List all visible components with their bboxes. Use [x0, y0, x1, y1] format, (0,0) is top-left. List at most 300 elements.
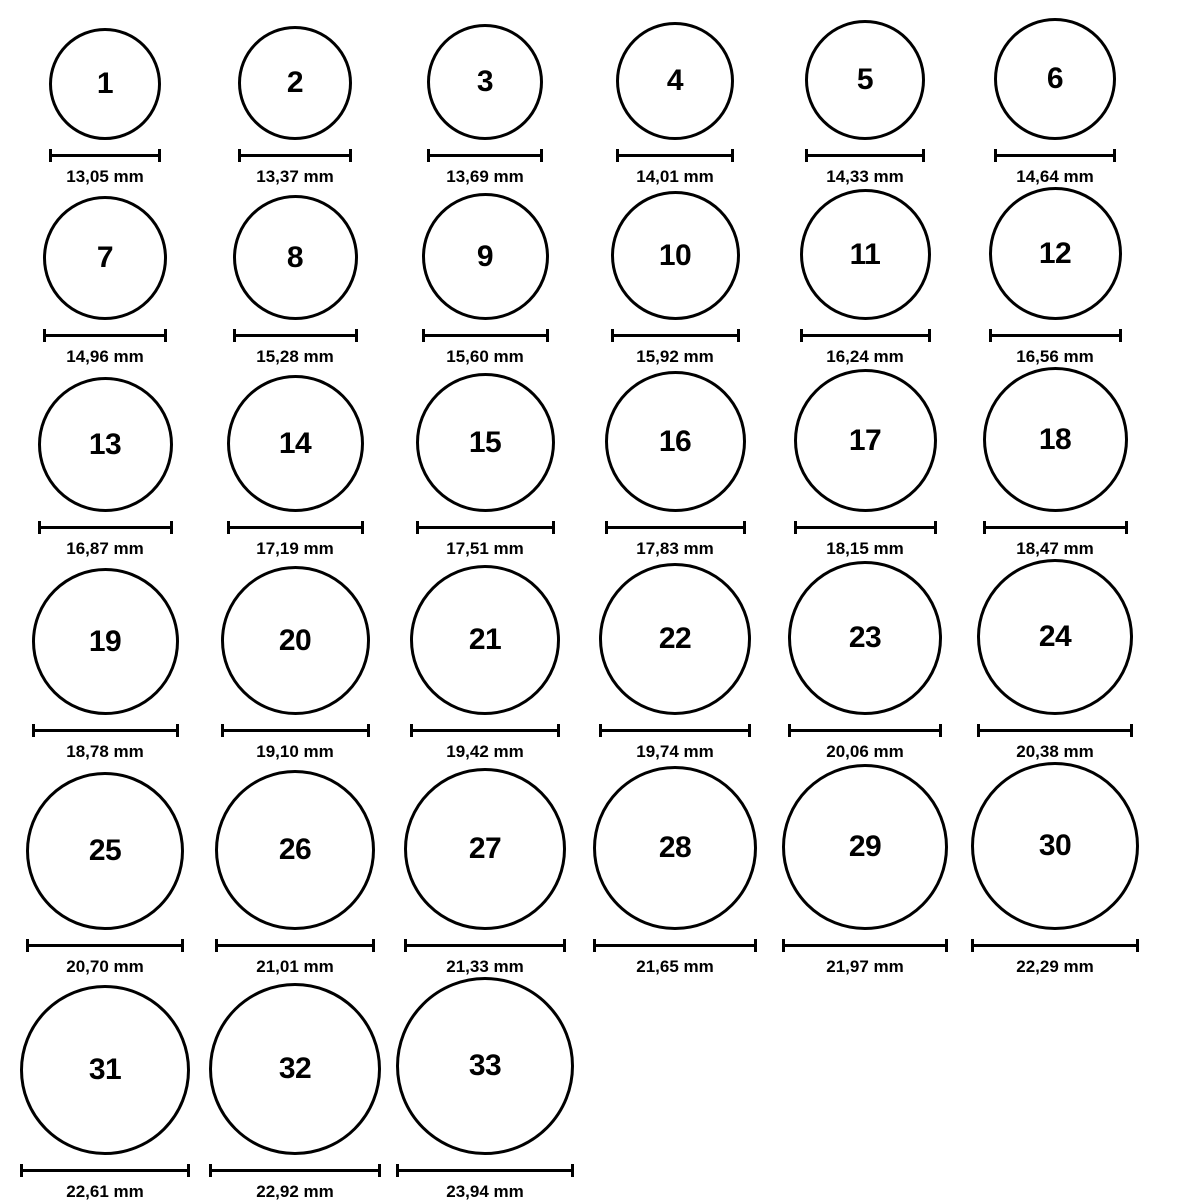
diameter-measure-bar — [977, 724, 1133, 736]
ring-circle[interactable] — [38, 377, 173, 512]
diameter-label: 19,10 mm — [256, 742, 334, 761]
measure-line — [32, 729, 179, 732]
measure-cap-right — [1125, 521, 1128, 534]
measure-line — [26, 944, 184, 947]
diameter-label: 18,15 mm — [826, 539, 904, 558]
ring-size-cell[interactable] — [10, 985, 200, 1202]
measure-cap-right — [1113, 149, 1116, 162]
measure-cap-left — [410, 724, 413, 737]
diameter-label: 23,94 mm — [446, 1182, 524, 1201]
diameter-label: 16,87 mm — [66, 539, 144, 558]
measure-line — [605, 526, 746, 529]
ring-size-cell[interactable] — [10, 568, 200, 762]
ring-circle-wrap — [983, 367, 1128, 512]
ring-size-number: 14 — [278, 426, 312, 460]
ring-size-number: 18 — [1038, 422, 1072, 456]
ring-circle[interactable] — [427, 24, 543, 140]
measure-cap-left — [977, 724, 980, 737]
measure-line — [800, 334, 931, 337]
measure-cap-right — [546, 329, 549, 342]
ring-circle-wrap — [422, 193, 549, 320]
measure-cap-right — [939, 724, 942, 737]
ring-size-cell[interactable] — [200, 566, 390, 762]
measure-cap-left — [782, 939, 785, 952]
measure-line — [599, 729, 751, 732]
ring-size-number: 24 — [1038, 620, 1072, 653]
ring-circle[interactable] — [32, 568, 179, 715]
ring-circle[interactable] — [422, 193, 549, 320]
diameter-measure-bar — [971, 939, 1139, 951]
diameter-label: 21,65 mm — [636, 957, 714, 976]
ring-circle-wrap — [994, 18, 1116, 140]
measure-line — [238, 154, 352, 157]
measure-cap-left — [994, 149, 997, 162]
ring-size-cell[interactable] — [200, 983, 390, 1202]
measure-cap-left — [611, 329, 614, 342]
diameter-label: 17,83 mm — [636, 539, 714, 558]
measure-line — [611, 334, 740, 337]
ring-circle-wrap — [410, 565, 560, 715]
diameter-label: 17,19 mm — [256, 539, 334, 558]
diameter-measure-bar — [227, 521, 364, 533]
ring-circle[interactable] — [410, 565, 560, 715]
diameter-label: 18,47 mm — [1016, 539, 1094, 558]
diameter-measure-bar — [410, 724, 560, 736]
diameter-measure-bar — [396, 1164, 574, 1176]
measure-line — [396, 1169, 574, 1172]
measure-cap-left — [26, 939, 29, 952]
ring-size-number: 3 — [476, 65, 494, 98]
ring-size-cell[interactable] — [10, 28, 200, 187]
diameter-measure-bar — [605, 521, 746, 533]
measure-cap-left — [983, 521, 986, 534]
diameter-measure-bar — [994, 149, 1116, 161]
measure-line — [404, 944, 566, 947]
diameter-label: 14,64 mm — [1016, 167, 1094, 186]
diameter-label: 14,96 mm — [66, 347, 144, 366]
measure-cap-left — [788, 724, 791, 737]
ring-circle-wrap — [427, 24, 543, 140]
ring-circle-wrap — [605, 371, 746, 512]
diameter-label: 15,60 mm — [446, 347, 524, 366]
diameter-measure-bar — [43, 329, 167, 341]
measure-cap-left — [20, 1164, 23, 1177]
diameter-measure-bar — [782, 939, 948, 951]
ring-size-cell[interactable] — [10, 377, 200, 559]
ring-circle-wrap — [43, 196, 167, 320]
ring-size-number: 7 — [96, 241, 114, 274]
diameter-label: 16,56 mm — [1016, 347, 1094, 366]
diameter-label: 13,37 mm — [256, 167, 334, 186]
ring-circle-wrap — [971, 762, 1139, 930]
ring-circle[interactable] — [983, 367, 1128, 512]
diameter-label: 20,38 mm — [1016, 742, 1094, 761]
ring-size-number: 16 — [658, 424, 692, 458]
ring-circle[interactable] — [611, 191, 740, 320]
measure-cap-left — [794, 521, 797, 534]
ring-size-cell[interactable] — [580, 22, 770, 187]
diameter-measure-bar — [616, 149, 734, 161]
measure-cap-right — [557, 724, 560, 737]
measure-line — [788, 729, 942, 732]
ring-circle-wrap — [38, 377, 173, 512]
diameter-measure-bar — [593, 939, 757, 951]
measure-cap-right — [748, 724, 751, 737]
ring-size-number: 2 — [286, 66, 304, 99]
diameter-measure-bar — [983, 521, 1128, 533]
measure-line — [20, 1169, 190, 1172]
measure-line — [416, 526, 555, 529]
ring-size-number: 10 — [658, 238, 692, 272]
measure-cap-right — [372, 939, 375, 952]
measure-cap-right — [928, 329, 931, 342]
ring-row — [10, 187, 1190, 367]
diameter-label: 22,92 mm — [256, 1182, 334, 1201]
ring-size-cell[interactable] — [770, 20, 960, 187]
ring-row — [10, 18, 1190, 187]
ring-size-cell[interactable] — [10, 772, 200, 977]
ring-size-number: 29 — [848, 830, 882, 863]
ring-size-cell[interactable] — [390, 373, 580, 559]
measure-cap-right — [367, 724, 370, 737]
diameter-measure-bar — [32, 724, 179, 736]
diameter-measure-bar — [611, 329, 740, 341]
measure-cap-right — [158, 149, 161, 162]
diameter-label: 14,01 mm — [636, 167, 714, 186]
ring-size-number: 19 — [88, 624, 122, 658]
measure-cap-right — [571, 1164, 574, 1177]
measure-cap-left — [38, 521, 41, 534]
ring-size-cell[interactable] — [200, 195, 390, 367]
measure-cap-right — [361, 521, 364, 534]
ring-circle[interactable] — [605, 371, 746, 512]
measure-line — [38, 526, 173, 529]
diameter-measure-bar — [800, 329, 931, 341]
ring-circle-wrap — [227, 375, 364, 512]
measure-cap-right — [355, 329, 358, 342]
ring-size-cell[interactable] — [580, 766, 770, 977]
diameter-measure-bar — [238, 149, 352, 161]
ring-circle[interactable] — [215, 770, 375, 930]
diameter-measure-bar — [427, 149, 543, 161]
ring-circle-wrap — [233, 195, 358, 320]
diameter-label: 21,01 mm — [256, 957, 334, 976]
ring-size-number: 4 — [666, 64, 684, 97]
ring-size-cell[interactable] — [200, 26, 390, 187]
measure-cap-right — [378, 1164, 381, 1177]
diameter-label: 16,24 mm — [826, 347, 904, 366]
measure-cap-right — [945, 939, 948, 952]
measure-line — [427, 154, 543, 157]
ring-circle[interactable] — [971, 762, 1139, 930]
diameter-label: 20,06 mm — [826, 742, 904, 761]
measure-cap-right — [922, 149, 925, 162]
ring-circle[interactable] — [788, 561, 942, 715]
diameter-measure-bar — [221, 724, 370, 736]
measure-cap-right — [540, 149, 543, 162]
ring-row — [10, 762, 1190, 977]
measure-cap-left — [233, 329, 236, 342]
ring-size-number: 17 — [848, 423, 882, 457]
diameter-measure-bar — [989, 329, 1122, 341]
ring-size-cell[interactable] — [580, 191, 770, 367]
measure-line — [221, 729, 370, 732]
ring-row — [10, 367, 1190, 559]
diameter-measure-bar — [404, 939, 566, 951]
measure-cap-right — [563, 939, 566, 952]
ring-circle-wrap — [221, 566, 370, 715]
measure-line — [794, 526, 937, 529]
ring-circle-wrap — [611, 191, 740, 320]
ring-circle-wrap — [32, 568, 179, 715]
measure-line — [49, 154, 161, 157]
ring-circle-wrap — [794, 369, 937, 512]
measure-line — [983, 526, 1128, 529]
measure-line — [593, 944, 757, 947]
measure-cap-left — [989, 329, 992, 342]
ring-size-number: 1 — [96, 67, 114, 100]
ring-circle-wrap — [593, 766, 757, 930]
measure-cap-left — [427, 149, 430, 162]
ring-circle[interactable] — [227, 375, 364, 512]
diameter-measure-bar — [209, 1164, 381, 1176]
measure-line — [233, 334, 358, 337]
ring-size-number: 22 — [658, 622, 692, 655]
measure-cap-right — [731, 149, 734, 162]
ring-circle[interactable] — [599, 563, 751, 715]
ring-circle[interactable] — [805, 20, 925, 140]
diameter-label: 15,92 mm — [636, 347, 714, 366]
ring-size-number: 13 — [88, 427, 122, 461]
ring-size-cell[interactable] — [390, 193, 580, 367]
ring-size-number: 8 — [286, 240, 304, 274]
ring-circle-wrap — [404, 768, 566, 930]
diameter-label: 20,70 mm — [66, 957, 144, 976]
ring-circle-wrap — [788, 561, 942, 715]
ring-circle[interactable] — [26, 772, 184, 930]
ring-size-number: 5 — [856, 63, 874, 96]
measure-cap-right — [552, 521, 555, 534]
ring-size-cell[interactable] — [390, 977, 580, 1202]
diameter-label: 22,29 mm — [1016, 957, 1094, 976]
measure-cap-right — [181, 939, 184, 952]
measure-cap-right — [743, 521, 746, 534]
diameter-label: 15,28 mm — [256, 347, 334, 366]
ring-circle-wrap — [989, 187, 1122, 320]
diameter-label: 13,05 mm — [66, 167, 144, 186]
diameter-label: 18,78 mm — [66, 742, 144, 761]
ring-circle[interactable] — [396, 977, 574, 1155]
ring-size-cell[interactable] — [960, 18, 1150, 187]
diameter-label: 13,69 mm — [446, 167, 524, 186]
ring-size-number: 33 — [468, 1049, 502, 1082]
measure-cap-right — [170, 521, 173, 534]
ring-circle[interactable] — [593, 766, 757, 930]
diameter-measure-bar — [20, 1164, 190, 1176]
measure-cap-left — [396, 1164, 399, 1177]
measure-line — [410, 729, 560, 732]
ring-size-cell[interactable] — [10, 196, 200, 367]
ring-circle[interactable] — [233, 195, 358, 320]
ring-circle[interactable] — [416, 373, 555, 512]
measure-line — [227, 526, 364, 529]
ring-size-cell[interactable] — [580, 563, 770, 762]
ring-size-grid — [10, 18, 1190, 1202]
ring-size-number: 30 — [1038, 829, 1072, 862]
ring-size-number: 11 — [849, 237, 881, 271]
measure-cap-left — [43, 329, 46, 342]
ring-circle[interactable] — [989, 187, 1122, 320]
diameter-label: 14,33 mm — [826, 167, 904, 186]
measure-line — [43, 334, 167, 337]
measure-line — [215, 944, 375, 947]
ring-circle-wrap — [20, 985, 190, 1155]
ring-row — [10, 977, 1190, 1202]
measure-cap-right — [1130, 724, 1133, 737]
ring-circle[interactable] — [209, 983, 381, 1155]
ring-size-number: 21 — [468, 623, 502, 656]
ring-circle-wrap — [215, 770, 375, 930]
diameter-measure-bar — [794, 521, 937, 533]
measure-cap-left — [593, 939, 596, 952]
ring-circle[interactable] — [616, 22, 734, 140]
measure-cap-left — [800, 329, 803, 342]
diameter-measure-bar — [416, 521, 555, 533]
ring-circle[interactable] — [49, 28, 161, 140]
ring-size-number: 25 — [88, 834, 122, 867]
measure-cap-left — [227, 521, 230, 534]
ring-size-number: 32 — [278, 1052, 312, 1085]
measure-cap-right — [737, 329, 740, 342]
ring-size-number: 15 — [468, 425, 502, 459]
measure-cap-right — [187, 1164, 190, 1177]
measure-cap-right — [1119, 329, 1122, 342]
measure-cap-right — [349, 149, 352, 162]
measure-cap-left — [971, 939, 974, 952]
ring-circle-wrap — [599, 563, 751, 715]
ring-size-cell[interactable] — [960, 187, 1150, 367]
diameter-measure-bar — [788, 724, 942, 736]
measure-cap-left — [215, 939, 218, 952]
ring-circle[interactable] — [43, 196, 167, 320]
ring-circle-wrap — [782, 764, 948, 930]
diameter-measure-bar — [26, 939, 184, 951]
ring-size-cell[interactable] — [200, 770, 390, 977]
ring-circle-wrap — [805, 20, 925, 140]
diameter-label: 21,97 mm — [826, 957, 904, 976]
ring-size-cell[interactable] — [960, 762, 1150, 977]
ring-size-cell[interactable] — [770, 764, 960, 977]
measure-cap-left — [404, 939, 407, 952]
diameter-label: 17,51 mm — [446, 539, 524, 558]
ring-size-number: 9 — [476, 239, 494, 273]
measure-line — [805, 154, 925, 157]
ring-size-number: 12 — [1038, 236, 1072, 270]
measure-cap-left — [422, 329, 425, 342]
measure-cap-left — [49, 149, 52, 162]
ring-circle-wrap — [977, 559, 1133, 715]
diameter-label: 21,33 mm — [446, 957, 524, 976]
ring-size-cell[interactable] — [200, 375, 390, 559]
measure-line — [971, 944, 1139, 947]
measure-line — [209, 1169, 381, 1172]
measure-line — [422, 334, 549, 337]
measure-cap-left — [616, 149, 619, 162]
ring-row — [10, 559, 1190, 762]
measure-cap-right — [164, 329, 167, 342]
measure-cap-left — [805, 149, 808, 162]
diameter-measure-bar — [805, 149, 925, 161]
diameter-measure-bar — [38, 521, 173, 533]
ring-circle[interactable] — [994, 18, 1116, 140]
ring-circle-wrap — [800, 189, 931, 320]
ring-circle-wrap — [416, 373, 555, 512]
ring-size-cell[interactable] — [960, 559, 1150, 762]
measure-line — [989, 334, 1122, 337]
ring-size-number: 6 — [1046, 62, 1064, 95]
ring-size-cell[interactable] — [390, 24, 580, 187]
ring-circle-wrap — [616, 22, 734, 140]
ring-circle[interactable] — [221, 566, 370, 715]
ring-circle-wrap — [49, 28, 161, 140]
ring-size-number: 31 — [88, 1053, 122, 1086]
measure-cap-right — [754, 939, 757, 952]
ring-size-cell[interactable] — [390, 768, 580, 977]
measure-line — [616, 154, 734, 157]
ring-size-number: 20 — [278, 623, 312, 657]
diameter-label: 19,42 mm — [446, 742, 524, 761]
measure-cap-left — [221, 724, 224, 737]
ring-size-cell[interactable] — [770, 561, 960, 762]
diameter-label: 22,61 mm — [66, 1182, 144, 1201]
ring-size-number: 27 — [468, 832, 502, 865]
measure-cap-left — [605, 521, 608, 534]
ring-circle-wrap — [396, 977, 574, 1155]
ring-size-cell[interactable] — [770, 189, 960, 367]
ring-circle-wrap — [209, 983, 381, 1155]
ring-circle[interactable] — [782, 764, 948, 930]
ring-size-number: 28 — [658, 831, 692, 864]
diameter-measure-bar — [599, 724, 751, 736]
diameter-measure-bar — [215, 939, 375, 951]
measure-cap-left — [416, 521, 419, 534]
measure-line — [782, 944, 948, 947]
ring-circle[interactable] — [977, 559, 1133, 715]
ring-circle[interactable] — [238, 26, 352, 140]
ring-circle-wrap — [238, 26, 352, 140]
ring-size-cell[interactable] — [770, 369, 960, 559]
measure-cap-left — [238, 149, 241, 162]
ring-size-cell[interactable] — [960, 367, 1150, 559]
ring-circle[interactable] — [800, 189, 931, 320]
ring-circle[interactable] — [20, 985, 190, 1155]
diameter-measure-bar — [422, 329, 549, 341]
measure-line — [977, 729, 1133, 732]
ring-size-cell[interactable] — [580, 371, 770, 559]
measure-line — [994, 154, 1116, 157]
diameter-label: 19,74 mm — [636, 742, 714, 761]
measure-cap-left — [209, 1164, 212, 1177]
ring-circle[interactable] — [794, 369, 937, 512]
ring-circle[interactable] — [404, 768, 566, 930]
diameter-measure-bar — [49, 149, 161, 161]
diameter-measure-bar — [233, 329, 358, 341]
ring-circle-wrap — [26, 772, 184, 930]
measure-cap-left — [599, 724, 602, 737]
ring-size-number: 23 — [848, 621, 882, 654]
measure-cap-right — [1136, 939, 1139, 952]
ring-size-cell[interactable] — [390, 565, 580, 762]
